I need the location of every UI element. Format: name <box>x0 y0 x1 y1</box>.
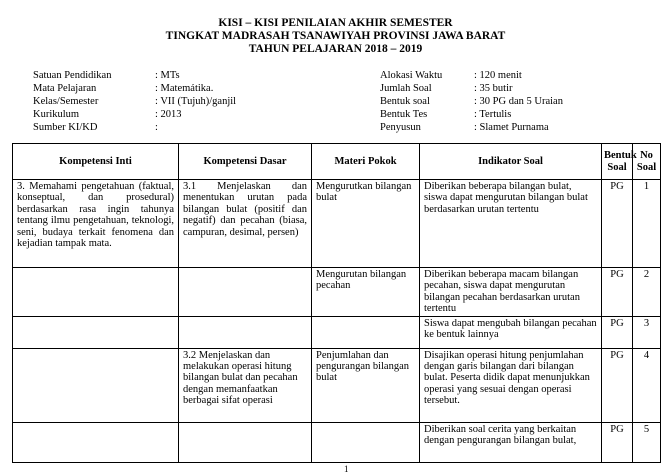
header-no-line1: No <box>640 150 653 162</box>
cell-kd: 3.2 Menjelaskan dan melakukan operasi hitung bilangan bulat dan pecahan dengan memanfaatkan berbagai sifat operasi <box>179 348 312 422</box>
cell-ki <box>13 422 179 462</box>
cell-no: 3 <box>633 316 661 348</box>
info-value-bentuk-soal: : 30 PG dan 5 Uraian <box>474 96 563 107</box>
header-bentuk-line1: Bentuk <box>604 150 637 162</box>
cell-no: 5 <box>633 422 661 462</box>
info-value-satuan: : MTs <box>155 70 180 81</box>
cell-bentuk: PG <box>602 180 633 268</box>
cell-materi: Mengurutkan bilangan bulat <box>312 180 420 268</box>
table-row <box>13 348 661 422</box>
info-value-bentuk-tes: : Tertulis <box>474 109 512 120</box>
cell-bentuk: PG <box>602 422 633 462</box>
info-value-mapel: : Matemátika. <box>155 83 214 94</box>
document-title: KISI – KISI PENILAIAN AKHIR SEMESTER <box>218 17 453 29</box>
info-label-bentuk-soal: Bentuk soal <box>380 96 430 107</box>
cell-kd <box>179 422 312 462</box>
info-label-kelas: Kelas/Semester <box>33 96 99 107</box>
cell-kd <box>179 268 312 317</box>
cell-materi <box>312 422 420 462</box>
cell-bentuk: PG <box>602 268 633 317</box>
header-indikator-soal: Indikator Soal <box>420 144 602 180</box>
header-no-line2: Soal <box>636 161 657 173</box>
cell-indikator: Disajikan operasi hitung penjumlahan dengan garis bilangan dari bilangan bulat. Peserta didik dapat menunjukkan operasi yang sesuai dengan operasi tersebut. <box>420 348 602 422</box>
cell-bentuk: PG <box>602 316 633 348</box>
info-label-penyusun: Penyusun <box>380 122 421 133</box>
cell-indikator: Siswa dapat mengubah bilangan pecahan ke bentuk lainnya <box>420 316 602 348</box>
table-row <box>13 268 661 317</box>
info-value-jumlah: : 35 butir <box>474 83 513 94</box>
page-number: 1 <box>344 464 349 474</box>
info-label-kurikulum: Kurikulum <box>33 109 80 120</box>
cell-no: 4 <box>633 348 661 422</box>
cell-ki <box>13 348 179 422</box>
info-label-bentuk-tes: Bentuk Tes <box>380 109 428 120</box>
info-label-satuan: Satuan Pendidikan <box>33 70 112 81</box>
cell-kd <box>179 316 312 348</box>
table-row <box>13 316 661 348</box>
info-label-alokasi: Alokasi Waktu <box>380 70 443 81</box>
info-value-kurikulum: : 2013 <box>155 109 182 120</box>
info-label-jumlah: Jumlah Soal <box>380 83 432 94</box>
cell-bentuk: PG <box>602 348 633 422</box>
info-label-sumber: Sumber KI/KD <box>33 122 98 133</box>
header-bentuk-line2: Soal <box>607 161 627 173</box>
cell-no: 1 <box>633 180 661 268</box>
cell-kd: 3.1 Menjelaskan dan menentukan urutan pada bilangan bulat (positif dan negatif) dan pecahan (biasa, campuran, desimal, persen) <box>179 180 312 268</box>
cell-indikator: Diberikan soal cerita yang berkaitan dengan pengurangan bilangan bulat, <box>420 422 602 462</box>
header-bentuk-soal <box>602 144 637 180</box>
info-value-kelas: : VII (Tujuh)/ganjil <box>155 96 237 107</box>
cell-materi: Penjumlahan dan pengurangan bilangan bulat <box>312 348 420 422</box>
info-value-alokasi: : 120 menit <box>474 70 522 81</box>
header-no-soal <box>633 144 661 180</box>
table-row <box>13 422 661 462</box>
table-row <box>13 180 661 268</box>
header-kompetensi-dasar: Kompetensi Dasar <box>179 144 312 180</box>
info-label-mapel: Mata Pelajaran <box>33 83 97 94</box>
table-header-row <box>13 144 661 180</box>
academic-year: TAHUN PELAJARAN 2018 – 2019 <box>248 43 423 55</box>
cell-materi: Mengurutan bilangan pecahan <box>312 268 420 317</box>
document-subtitle: TINGKAT MADRASAH TSANAWIYAH PROVINSI JAWA BARAT <box>165 30 506 42</box>
cell-materi <box>312 316 420 348</box>
cell-indikator: Diberikan beberapa bilangan bulat, siswa dapat mengurutan bilangan bulat berdasarkan urutan tertentu <box>420 180 602 268</box>
kisi-table <box>12 143 661 463</box>
header-kompetensi-inti: Kompetensi Inti <box>13 144 179 180</box>
cell-indikator: Diberikan beberapa macam bilangan pecahan, siswa dapat mengurutan bilangan pecahan berdasarkan urutan tertentu <box>420 268 602 317</box>
info-value-penyusun: : Slamet Purnama <box>474 122 549 133</box>
cell-no: 2 <box>633 268 661 317</box>
info-value-sumber: : <box>155 122 158 133</box>
header-materi-pokok: Materi Pokok <box>312 144 420 180</box>
cell-ki <box>13 268 179 317</box>
cell-ki: 3. Memahami pengetahuan (faktual, konseptual, dan prosedural) berdasarkan rasa ingin tahunya tentang ilmu pengetahuan, teknologi, seni, budaya terkait fenomena dan kejadian tampak mata. <box>13 180 179 268</box>
cell-ki <box>13 316 179 348</box>
